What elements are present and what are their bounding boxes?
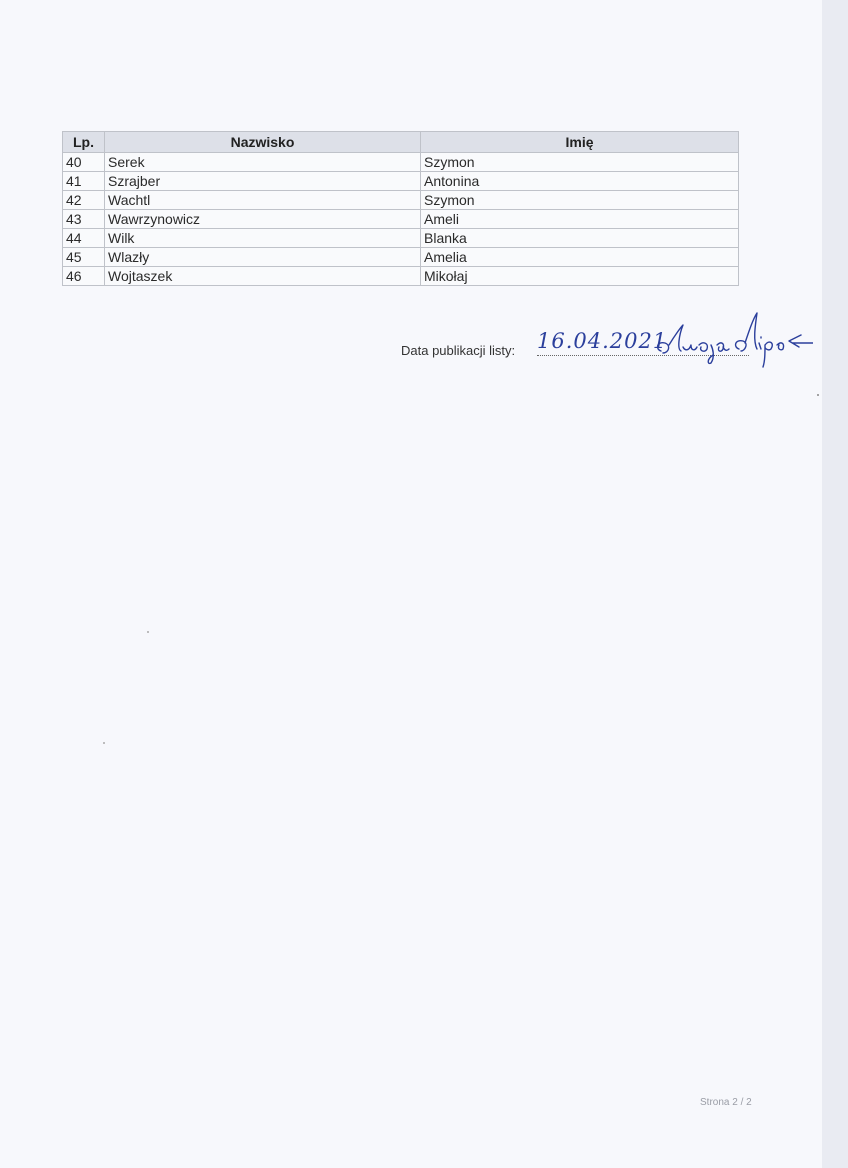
- table-row: [63, 172, 739, 191]
- handwritten-date: 16.04.2021: [537, 329, 668, 353]
- publication-label: Data publikacji listy:: [401, 343, 516, 358]
- cell-imie: Blanka: [421, 229, 739, 248]
- table-row: [63, 248, 739, 267]
- header-imie: Imię: [421, 132, 739, 153]
- table-row: [63, 210, 739, 229]
- table-row: [63, 191, 739, 210]
- cell-imie: Mikołaj: [421, 267, 739, 286]
- table-row: [63, 229, 739, 248]
- page-footer: Strona 2 / 2: [700, 1097, 752, 1108]
- cell-nazwisko: Wawrzynowicz: [105, 210, 421, 229]
- cell-lp: 43: [63, 210, 105, 229]
- handwritten-signature: [653, 305, 813, 371]
- cell-nazwisko: Szrajber: [105, 172, 421, 191]
- publication-line: [401, 329, 821, 373]
- cell-imie: Szymon: [421, 153, 739, 172]
- cell-lp: 40: [63, 153, 105, 172]
- student-list-table: [62, 131, 739, 286]
- cell-lp: 45: [63, 248, 105, 267]
- cell-lp: 42: [63, 191, 105, 210]
- cell-nazwisko: Serek: [105, 153, 421, 172]
- table-row: [63, 267, 739, 286]
- scan-speck: [147, 631, 149, 633]
- cell-nazwisko: Wlazły: [105, 248, 421, 267]
- header-lp: Lp.: [63, 132, 105, 153]
- cell-nazwisko: Wilk: [105, 229, 421, 248]
- cell-imie: Szymon: [421, 191, 739, 210]
- table-header-row: [63, 132, 739, 153]
- header-nazwisko: Nazwisko: [105, 132, 421, 153]
- scan-speck: [817, 394, 819, 396]
- table-row: [63, 153, 739, 172]
- cell-imie: Antonina: [421, 172, 739, 191]
- cell-imie: Amelia: [421, 248, 739, 267]
- cell-nazwisko: Wachtl: [105, 191, 421, 210]
- cell-lp: 41: [63, 172, 105, 191]
- cell-lp: 44: [63, 229, 105, 248]
- cell-nazwisko: Wojtaszek: [105, 267, 421, 286]
- cell-lp: 46: [63, 267, 105, 286]
- scan-speck: [103, 742, 105, 744]
- cell-imie: Ameli: [421, 210, 739, 229]
- scan-edge: [822, 0, 848, 1168]
